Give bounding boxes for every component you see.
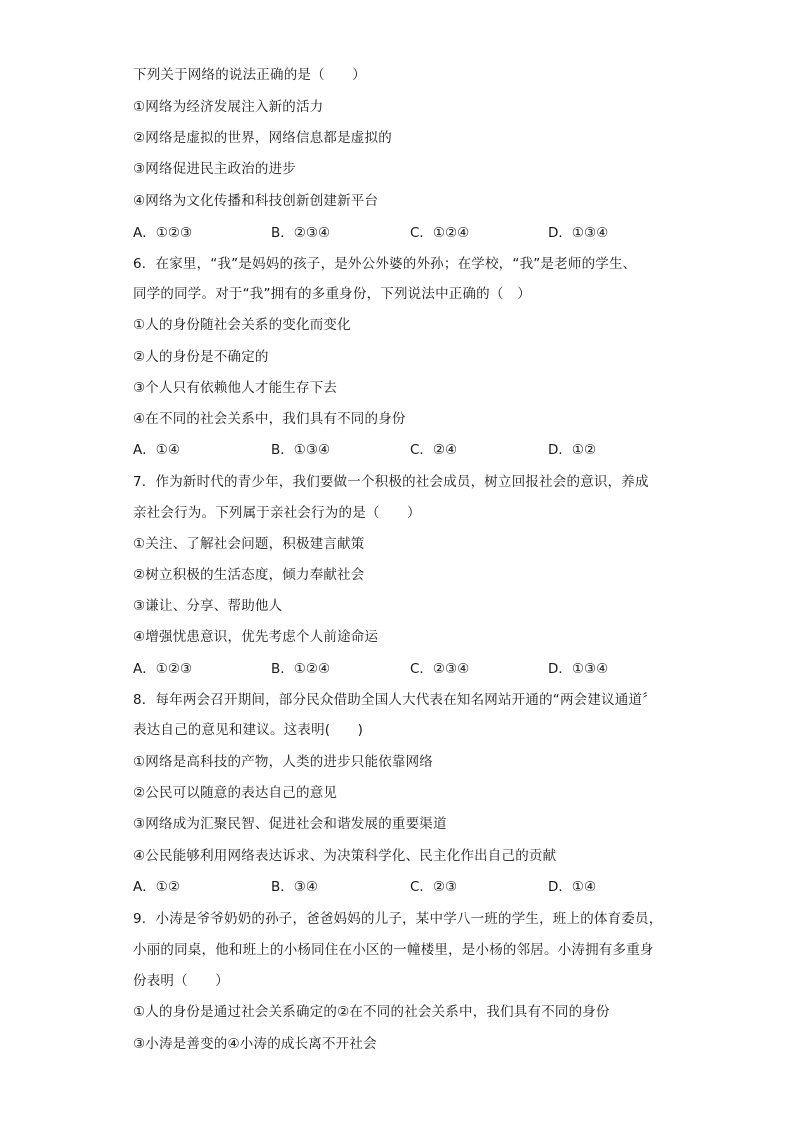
q8-statement-1: ①网络是高科技的产物，人类的进步只能依靠网络 <box>133 754 434 770</box>
q8-options <box>133 878 693 896</box>
q7-statement-3: ③谦让、分享、帮助他人 <box>133 598 283 614</box>
q5-statement-4: ④网络为文化传播和科技创新创建新平台 <box>133 193 379 209</box>
q9-statements-3-4: ③小涛是善变的④小涛的成长离不开社会 <box>133 1036 377 1052</box>
q6-statement-4: ④在不同的社会关系中，我们具有不同的身份 <box>133 411 406 427</box>
q8-option-b[interactable]: B．③④ <box>271 879 318 895</box>
q9-statements-1-2: ①人的身份是通过社会关系确定的②在不同的社会关系中，我们具有不同的身份 <box>133 1004 610 1020</box>
q6-statement-1: ①人的身份随社会关系的变化而变化 <box>133 317 351 333</box>
q8-statement-4: ④公民能够利用网络表达诉求、为决策科学化、民主化作出自己的贡献 <box>133 848 557 864</box>
q6-stem-line-2: 同学的同学。对于“我”拥有的多重身份，下列说法中正确的（ ） <box>133 286 531 302</box>
q7-option-a[interactable]: A．①②③ <box>133 661 193 677</box>
q5-option-a[interactable]: A．①②③ <box>133 225 193 241</box>
q7-options <box>133 660 693 678</box>
q8-stem-line-1: 8．每年两会召开期间，部分民众借助全国人大代表在知名网站开通的“两会建议通道〞 <box>133 692 656 708</box>
q6-stem-line-1: 6．在家里，“我”是妈妈的孩子，是外公外婆的外孙；在学校，“我”是老师的学生、 <box>133 256 637 272</box>
q8-statement-3: ③网络成为汇聚民智、促进社会和谐发展的重要渠道 <box>133 816 447 832</box>
q7-statement-2: ②树立积极的生活态度，倾力奉献社会 <box>133 567 365 583</box>
q5-statement-3: ③网络促进民主政治的进步 <box>133 161 297 177</box>
q8-option-c[interactable]: C．②③ <box>410 879 458 895</box>
q5-options <box>133 224 693 242</box>
q6-options <box>133 441 693 459</box>
q7-option-d[interactable]: D．①③④ <box>548 661 609 677</box>
q5-statement-2: ②网络是虚拟的世界，网络信息都是虚拟的 <box>133 130 392 146</box>
q5-option-c[interactable]: C．①②④ <box>410 225 470 241</box>
q8-option-a[interactable]: A．①② <box>133 879 180 895</box>
q7-statement-4: ④增强忧患意识，优先考虑个人前途命运 <box>133 629 379 645</box>
q9-stem-line-2: 小丽的同桌，他和班上的小杨同住在小区的一幢楼里，是小杨的邻居。小涛拥有多重身 <box>133 942 654 958</box>
q9-stem-line-1: 9．小涛是爷爷奶奶的孙子，爸爸妈妈的儿子，某中学八一班的学生，班上的体育委员， <box>133 911 663 927</box>
q6-option-d[interactable]: D．①② <box>548 442 597 458</box>
q5-statement-1: ①网络为经济发展注入新的活力 <box>133 99 324 115</box>
q7-stem-line-2: 亲社会行为。下列属于亲社会行为的是（ ） <box>133 505 421 521</box>
q5-stem: 下列关于网络的说法正确的是（ ） <box>133 67 366 83</box>
q5-option-b[interactable]: B．②③④ <box>271 225 331 241</box>
q6-statement-3: ③个人只有依赖他人才能生存下去 <box>133 380 338 396</box>
q7-option-c[interactable]: C．②③④ <box>410 661 470 677</box>
q7-stem-line-1: 7．作为新时代的青少年，我们要做一个积极的社会成员，树立回报社会的意识，养成 <box>133 474 649 490</box>
q8-statement-2: ②公民可以随意的表达自己的意见 <box>133 785 338 801</box>
q6-option-b[interactable]: B．①③④ <box>271 442 331 458</box>
q8-stem-line-2: 表达自己的意见和建议。这表明( ) <box>133 722 364 738</box>
q7-statement-1: ①关注、了解社会问题，积极建言献策 <box>133 536 365 552</box>
q8-option-d[interactable]: D．①④ <box>548 879 597 895</box>
q6-option-a[interactable]: A．①④ <box>133 442 180 458</box>
q9-stem-line-3: 份表明（ ） <box>133 973 229 989</box>
q6-option-c[interactable]: C．②④ <box>410 442 458 458</box>
q6-statement-2: ②人的身份是不确定的 <box>133 349 269 365</box>
q7-option-b[interactable]: B．①②④ <box>271 661 331 677</box>
q5-option-d[interactable]: D．①③④ <box>548 225 609 241</box>
